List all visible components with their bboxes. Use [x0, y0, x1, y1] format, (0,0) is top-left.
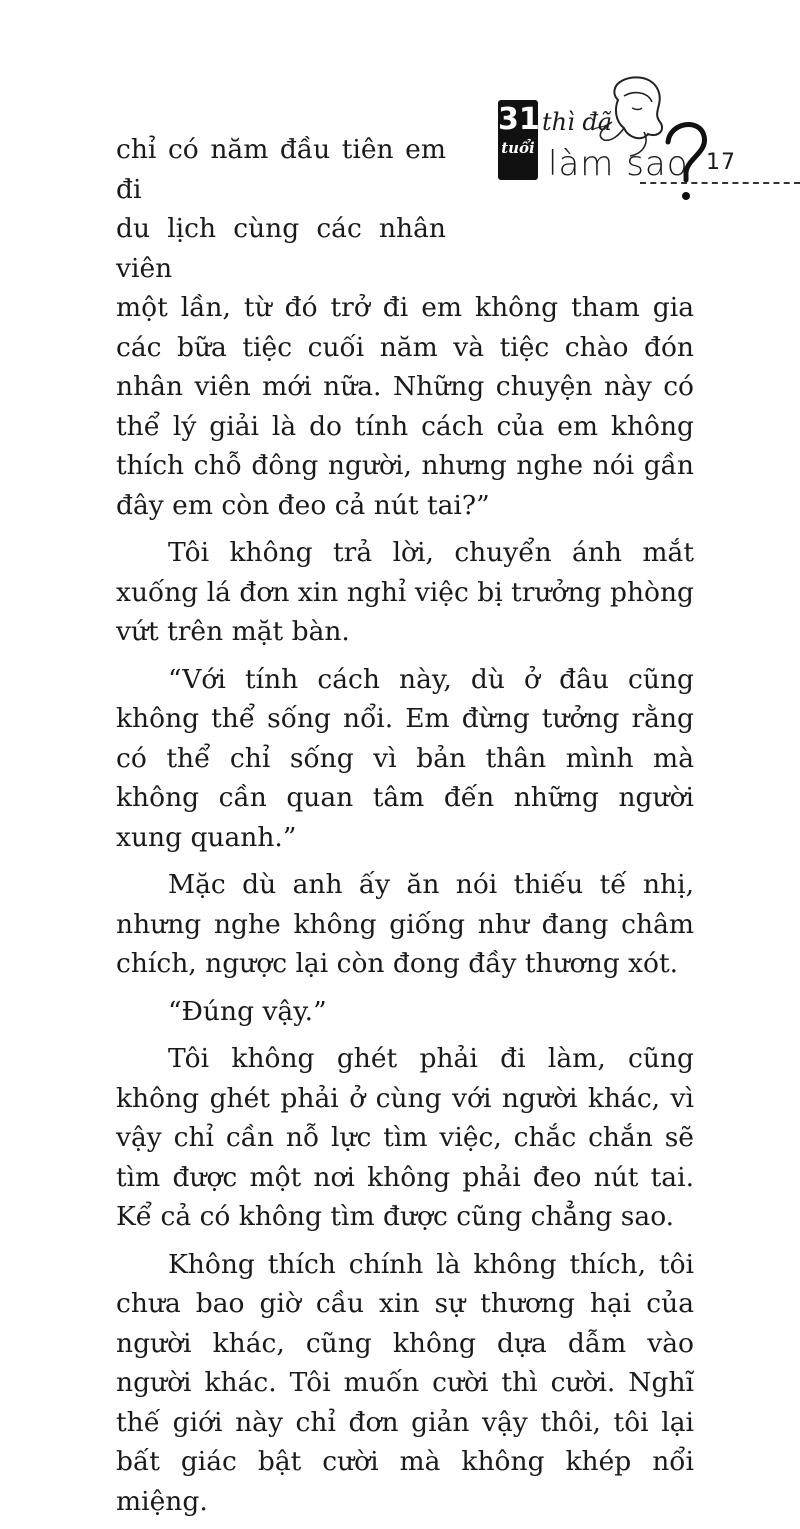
body-text [116, 130, 694, 1529]
paragraph: Mặc dù anh ấy ăn nói thiếu tế nhị, nhưng nghe không giống như đang châm chích, ngược lại còn đong đầy thương xót. [116, 869, 694, 979]
text-line: một lần, từ đó trở đi em không tham gia các bữa tiệc cuối năm và tiệc chào đón nhân viên mới nữa. Những chuyện này có thể lý giải là do tính cách của em không thích chỗ đông người, nhưng nghe nói gần đây em còn đeo cả nút tai?” [116, 292, 694, 521]
logo-lam-sao: làm sao [548, 144, 689, 184]
logo-thi-da: thì đã [542, 108, 613, 136]
logo-tuoi: tuổi [501, 139, 535, 157]
text-line: du lịch cùng các nhân viên [116, 213, 446, 284]
paragraph: “Đúng vậy.” [168, 995, 327, 1027]
paragraph: Tôi không trả lời, chuyển ánh mắt xuống lá đơn xin nghỉ việc bị trưởng phòng vứt trên mặt bàn. [116, 537, 694, 647]
text-line: chỉ có năm đầu tiên em đi [116, 134, 446, 205]
paragraph-continued [116, 130, 694, 525]
paragraph: Tôi không ghét phải đi làm, cũng không ghét phải ở cùng với người khác, vì vậy chỉ cần nỗ lực tìm việc, chắc chắn sẽ tìm được một nơi không phải đeo nút tai. Kể cả có không tìm được cũng chẳng sao. [116, 1043, 694, 1232]
paragraph: Không thích chính là không thích, tôi chưa bao giờ cầu xin sự thương hại của người khác, cũng không dựa dẫm vào người khác. Tôi muốn cười thì cười. Nghĩ thế giới này chỉ đơn giản vậy thôi, tôi lại bất giác bật cười mà không khép nổi miệng. [116, 1248, 694, 1517]
paragraph: “Với tính cách này, dù ở đâu cũng không thể sống nổi. Em đừng tưởng rằng có thể chỉ sống vì bản thân mình mà không cần quan tâm đến những người xung quanh.” [116, 663, 694, 853]
logo-number: 31 [498, 102, 540, 137]
page-number: 17 [706, 150, 736, 175]
